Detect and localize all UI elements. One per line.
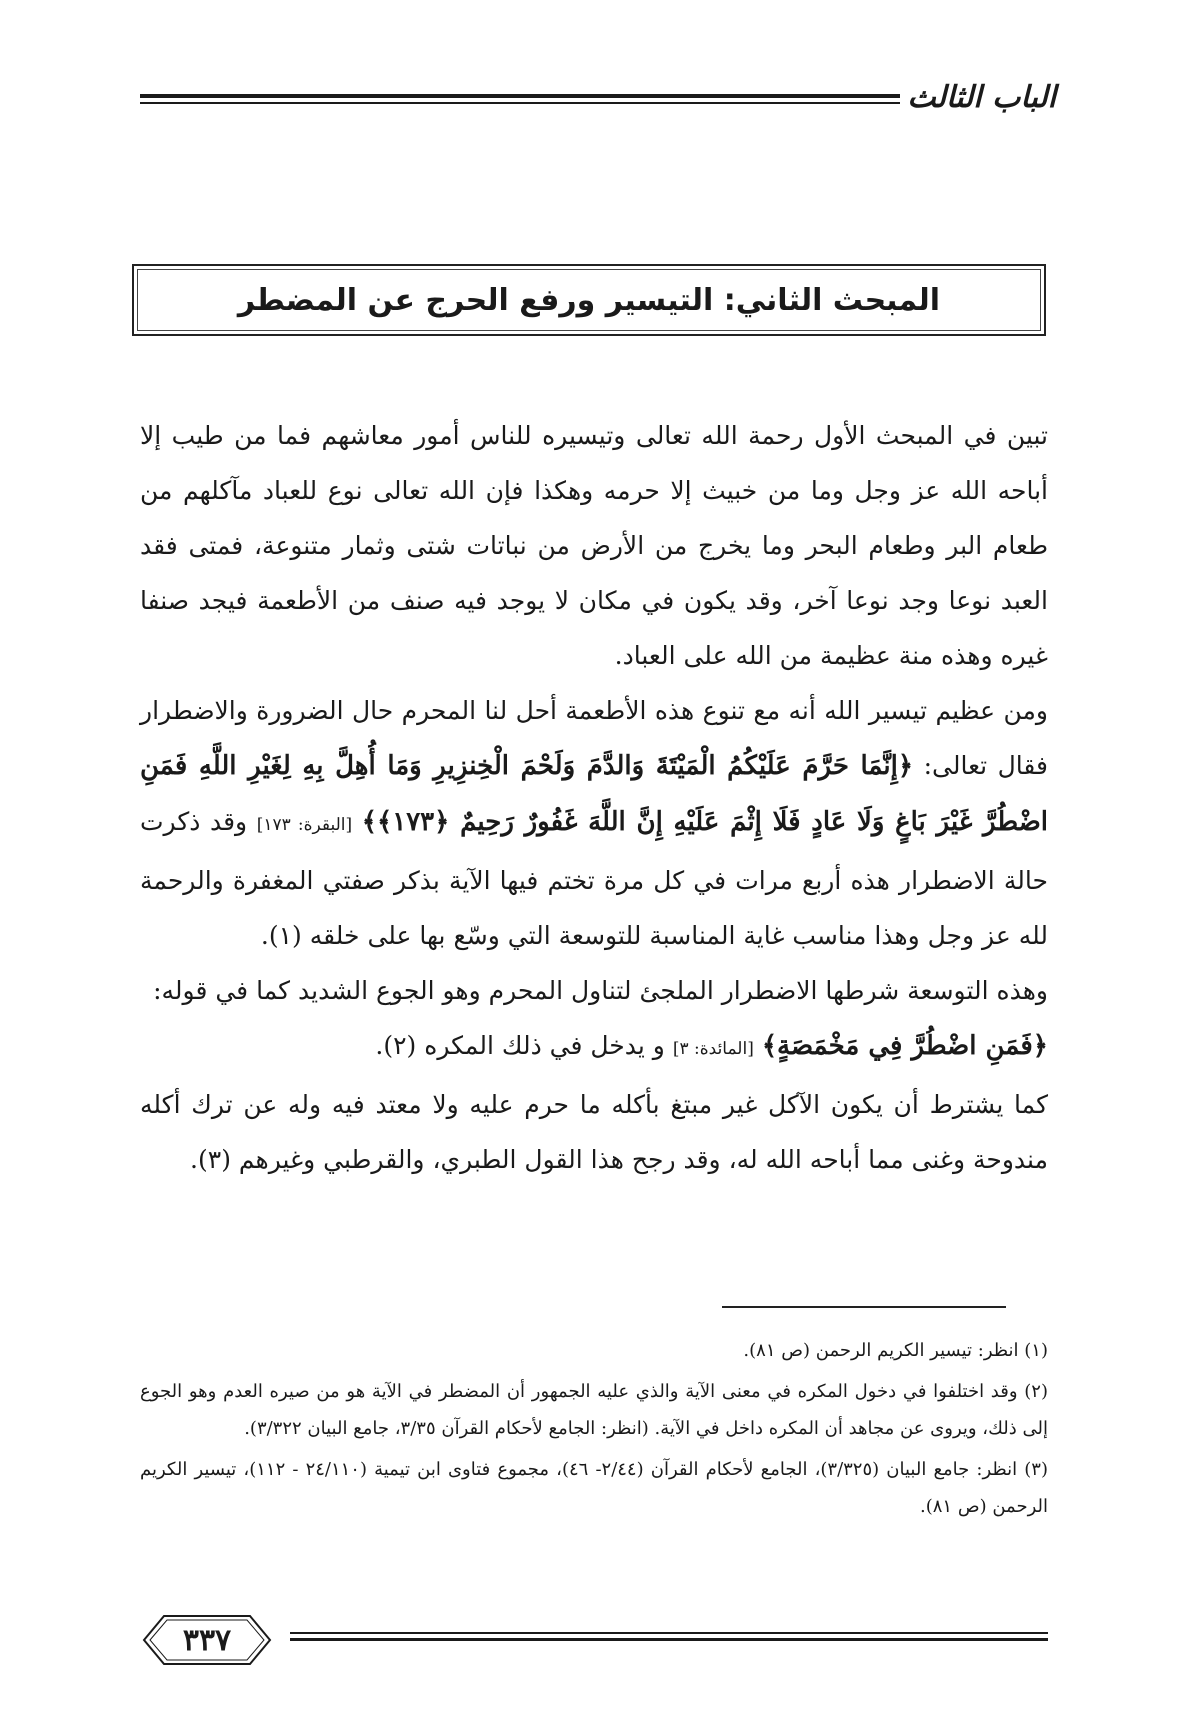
body-text	[140, 408, 1048, 1187]
paragraph-3-intro: وهذه التوسعة شرطها الاضطرار الملجئ لتناول المحرم وهو الجوع الشديد كما في قوله:	[153, 976, 1048, 1005]
page-footer	[140, 1610, 1048, 1670]
section-heading-box	[132, 264, 1046, 336]
footnote-separator	[722, 1306, 1006, 1308]
footer-rule	[290, 1632, 1048, 1645]
paragraph-3	[140, 963, 1048, 1077]
quran-verse-maidah: ﴿فَمَنِ اضْطُرَّ فِي مَخْمَصَةٍ﴾	[761, 1031, 1048, 1061]
footnote-1: (١) انظر: تيسير الكريم الرحمن (ص ٨١).	[743, 1340, 1048, 1361]
paragraph-3-rest: و يدخل في ذلك المكره (٢).	[375, 1031, 665, 1060]
paragraph-2-rest: وقد ذكرت حالة الاضطرار هذه أربع مرات في كل مرة تختم فيها الآية بذكر صفتي المغفرة والرحمة لله عز وجل وهذا مناسب غاية المناسبة للتوسعة التي وسّع بها على خلقه (١).	[140, 807, 1048, 950]
paragraph-1: تبين في المبحث الأول رحمة الله تعالى وتيسيره للناس أمور معاشهم فما من طيب إلا أباحه الله عز وجل وما من خبيث إلا حرمه وهكذا فإن الله تعالى نوع للعباد مآكلهم من طعام البر وطعام البحر وما يخرج من الأرض من نباتات شتى وثمار متنوعة، فمتى فقد العبد نوعا وجد نوعا آخر، وقد يكون في مكان لا يوجد فيه صنف من الأطعمة فيجد صنفا غيره وهذه منة عظيمة من الله على العباد.	[140, 421, 1048, 670]
footnotes	[140, 1332, 1048, 1529]
page-number-ornament	[140, 1612, 274, 1668]
running-header	[140, 78, 1056, 118]
paragraph-2	[140, 683, 1048, 963]
page-number: ٣٣٧	[182, 1622, 232, 1658]
header-rule	[140, 94, 900, 108]
quran-verse-baqarah: ﴿إِنَّمَا حَرَّمَ عَلَيْكُمُ الْمَيْتَةَ وَالدَّمَ وَلَحْمَ الْخِنزِيرِ وَمَا أُهِلَّ بِهِ لِغَيْرِ اللَّهِ فَمَنِ اضْطُرَّ غَيْرَ بَاغٍ وَلَا عَادٍ فَلَا إِثْمَ عَلَيْهِ إِنَّ اللَّهَ غَفُورٌ رَحِيمٌ ﴿١٧٣﴾﴾	[140, 751, 1048, 837]
paragraph-2-intro: ومن عظيم تيسير الله أنه مع تنوع هذه الأطعمة أحل لنا المحرم حال الضرورة والاضطرار فقال تعالى:	[140, 696, 1048, 780]
chapter-title: الباب الثالث	[907, 80, 1056, 115]
footnote-3: (٣) انظر: جامع البيان (٣/٣٢٥)، الجامع لأحكام القرآن (٢/٤٤- ٤٦)، مجموع فتاوى ابن تيمية (٢٤/١١٠ - ١١٢)، تيسير الكريم الرحمن (ص ٨١).	[140, 1459, 1048, 1517]
verse-reference-baqarah: [البقرة: ١٧٣]	[256, 815, 353, 835]
section-title: المبحث الثاني: التيسير ورفع الحرج عن المضطر	[237, 282, 941, 318]
verse-reference-maidah: [المائدة: ٣]	[672, 1039, 754, 1059]
footnote-2: (٢) وقد اختلفوا في دخول المكره في معنى الآية والذي عليه الجمهور أن المضطر في الآية هو من صيره العدم وهو الجوع إلى ذلك، ويروى عن مجاهد أن المكره داخل في الآية. (انظر: الجامع لأحكام القرآن ٣/٣٥، جامع البيان ٣/٣٢٢).	[140, 1381, 1048, 1439]
paragraph-4: كما يشترط أن يكون الآكل غير مبتغ بأكله ما حرم عليه ولا معتد فيه وله عن ترك أكله مندوحة وغنى مما أباحه الله له، وقد رجح هذا القول الطبري، والقرطبي وغيرهم (٣).	[140, 1090, 1048, 1174]
